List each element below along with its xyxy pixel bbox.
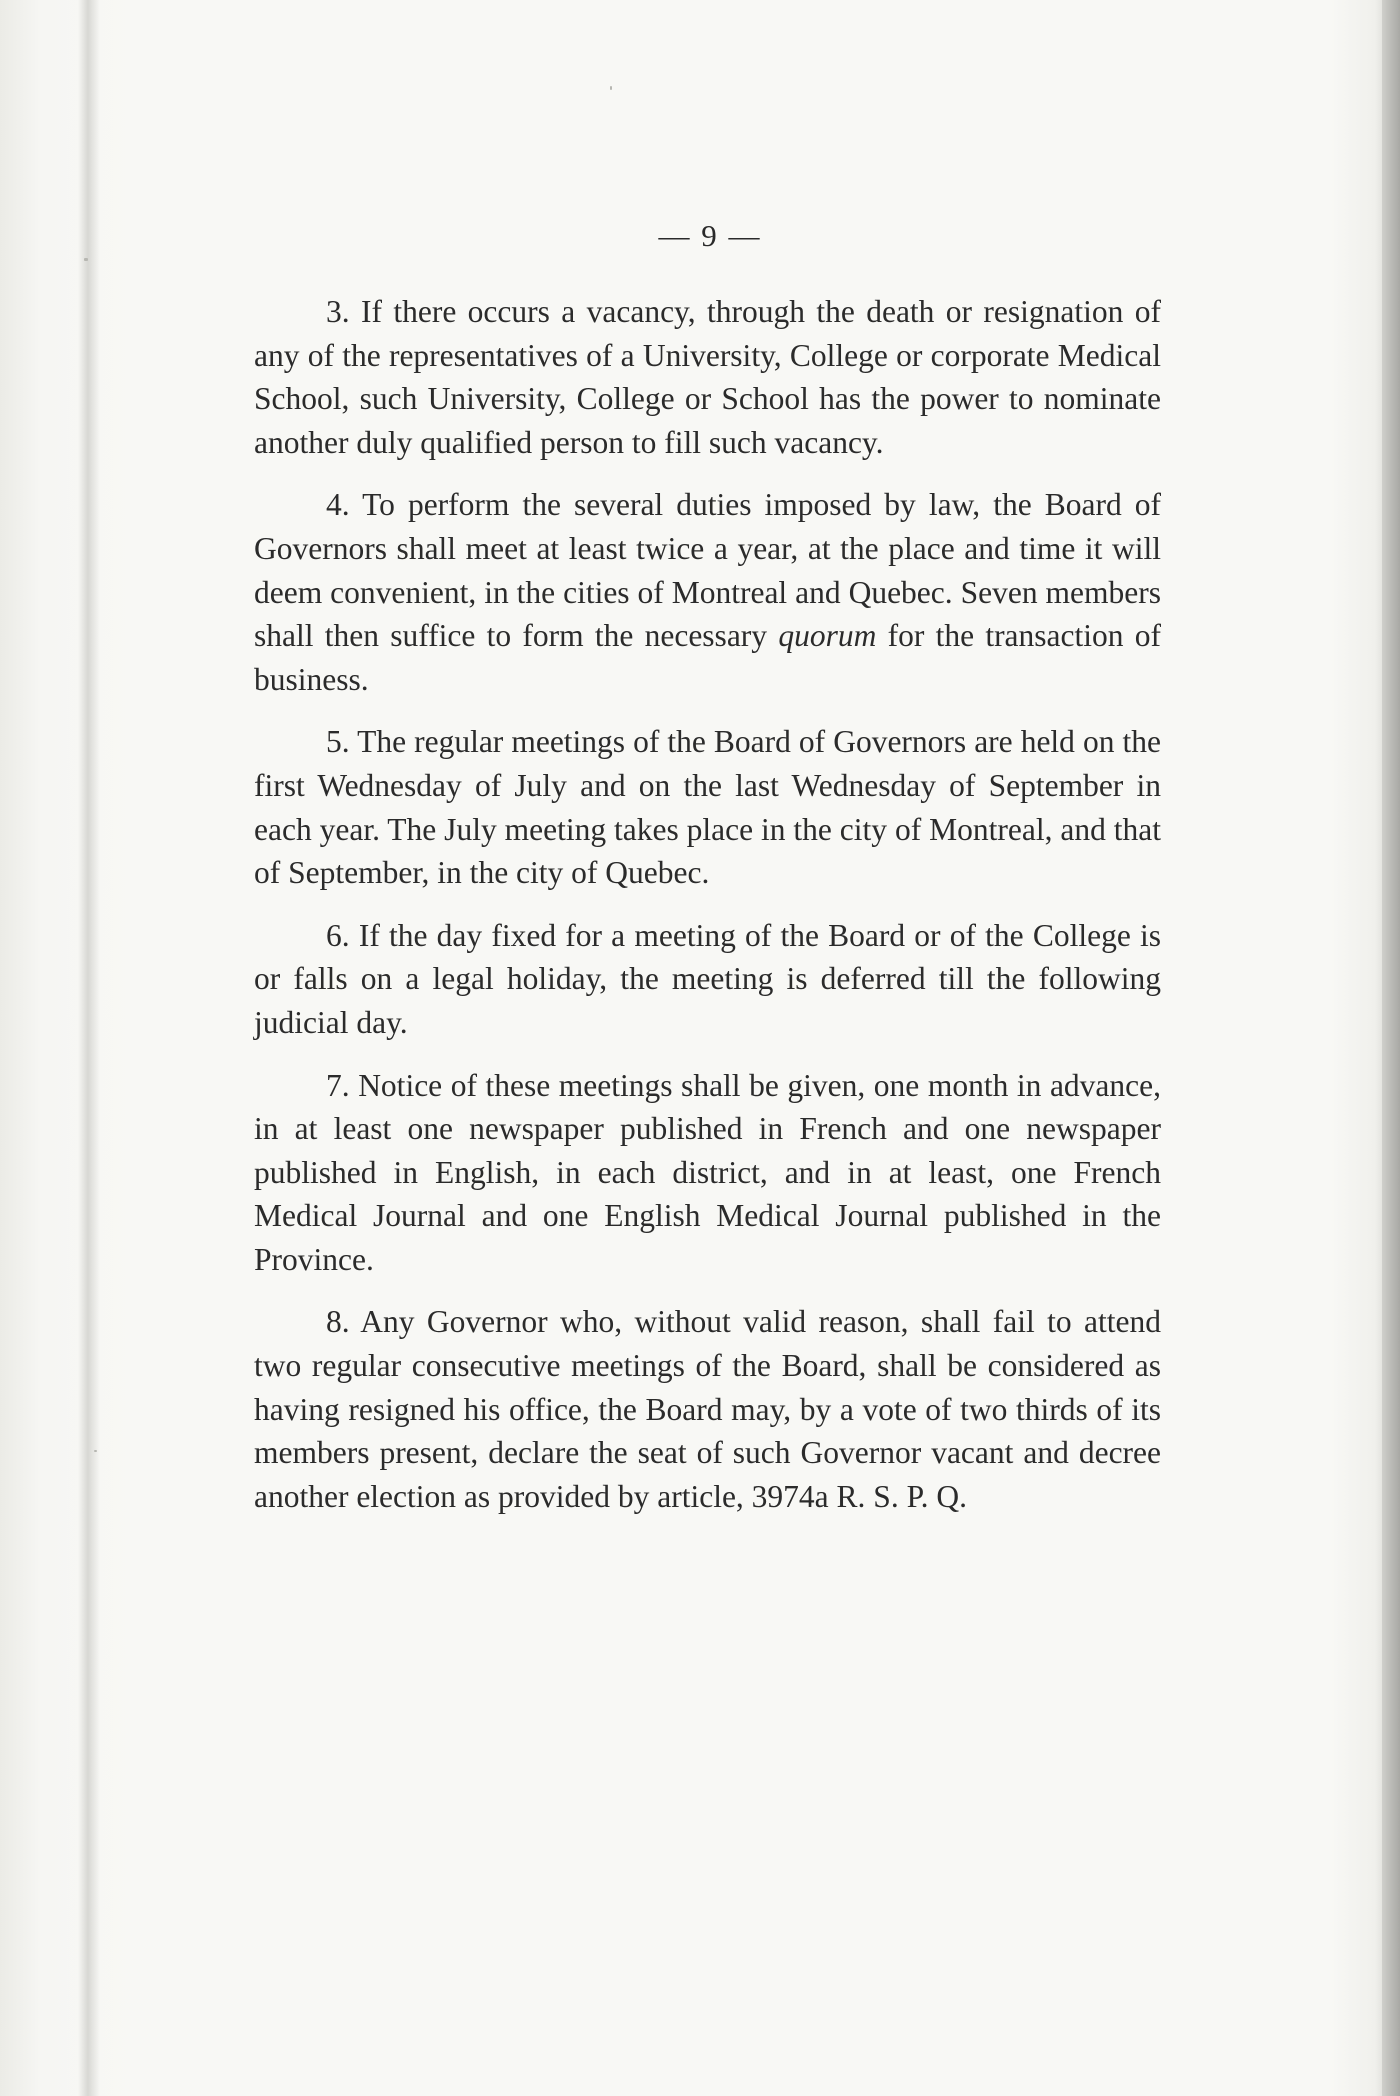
- paragraph-number: 4.: [326, 487, 350, 523]
- paragraph-3: [254, 290, 1161, 464]
- paragraph-text: Any Governor who, without valid reason, shall fail to attend two regular consecutive meetings of the Board, shall be considered as having resigned his office, the Board may, by a vote of two thirds of its members present, declare the seat of such Governor vacant and decree another election as provided by article, 3974a R. S. P. Q.: [254, 1304, 1161, 1514]
- paragraph-4: [254, 483, 1161, 701]
- italic-term: quorum: [778, 618, 877, 654]
- page-spine-shadow: [78, 0, 100, 2096]
- page-number: — 9 —: [658, 218, 762, 253]
- page-body: [254, 290, 1161, 1537]
- paragraph-text: If there occurs a vacancy, through the death or resignation of any of the representatives of a University, College or corporate Medical School, such University, College or School has the power to nominate another duly qualified person to fill such vacancy.: [254, 294, 1161, 460]
- paragraph-number: 5.: [326, 724, 350, 760]
- scan-speck: [94, 1450, 97, 1452]
- paragraph-5: [254, 720, 1161, 894]
- paragraph-number: 6.: [326, 917, 350, 953]
- paragraph-8: [254, 1300, 1161, 1518]
- paragraph-number: 3.: [326, 294, 350, 329]
- scan-speck: [84, 258, 88, 261]
- paragraph-text: If the day fixed for a meeting of the Board or of the College is or falls on a legal holiday, the meeting is deferred till the following judicial day.: [254, 917, 1162, 1040]
- paragraph-text-continued: for the transaction of business.: [254, 618, 1162, 697]
- scan-speck: [610, 86, 612, 90]
- paragraph-number: 7.: [326, 1067, 350, 1103]
- paragraph-number: 8.: [326, 1304, 350, 1340]
- page-edge-shadow: [1382, 0, 1400, 2096]
- paragraph-text: The regular meetings of the Board of Governors are held on the first Wednesday of July and on the last Wednesday of September in each year. The July meeting takes place in the city of Montreal, and that of September, in the city of Quebec.: [254, 724, 1161, 891]
- paragraph-7: [254, 1064, 1161, 1282]
- paragraph-text: Notice of these meetings shall be given, one month in advance, in at least one newspaper published in French and one newspaper published in English, in each district, and in at least, one French Medical Journal and one English Medical Journal published in the Province.: [254, 1067, 1161, 1277]
- paragraph-text: To perform the several duties imposed by law, the Board of Governors shall meet at least twice a year, at the place and time it will deem convenient, in the cities of Montreal and Quebec. Seven members shall then suffice to form the necessary: [254, 487, 1161, 654]
- paragraph-6: [254, 914, 1161, 1045]
